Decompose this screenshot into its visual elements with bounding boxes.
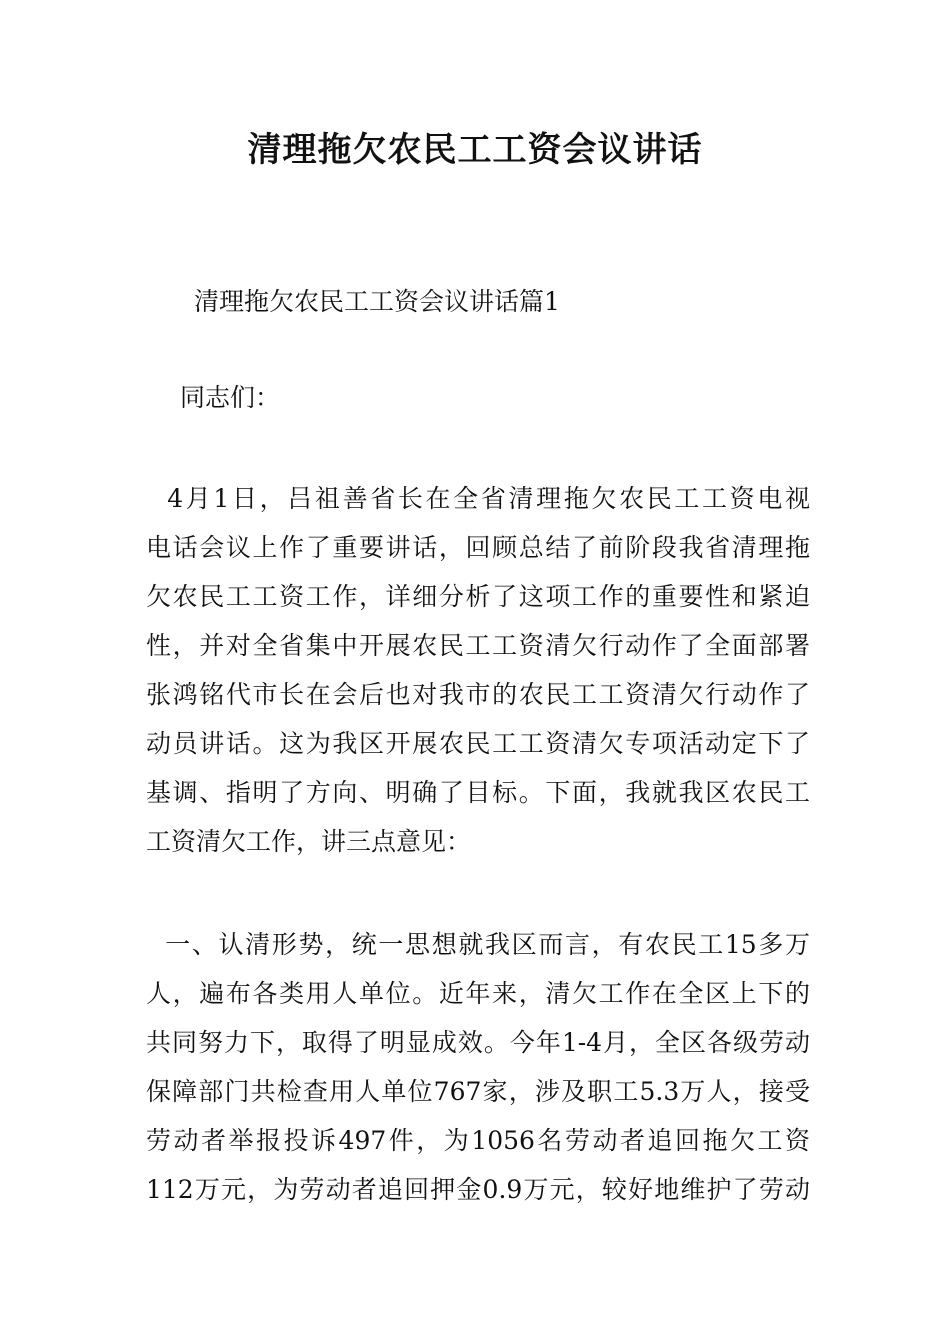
text-line: 张鸿铭代市长在会后也对我市的农民工工资清欠行动作了 <box>146 680 810 709</box>
paragraph-1 <box>146 474 810 866</box>
text-line: 电话会议上作了重要讲话，回顾总结了前阶段我省清理拖 <box>146 533 810 562</box>
section-heading: 清理拖欠农民工工资会议讲话篇1 <box>194 287 560 316</box>
document-title: 清理拖欠农民工工资会议讲话 <box>247 130 703 170</box>
text-line: 共同努力下，取得了明显成效。今年1-4月，全区各级劳动 <box>146 1028 810 1057</box>
text-line: 动员讲话。这为我区开展农民工工资清欠专项活动定下了 <box>146 729 810 758</box>
text-line: 基调、指明了方向、明确了目标。下面，我就我区农民工 <box>146 778 810 807</box>
text-line: 欠农民工工资工作，详细分析了这项工作的重要性和紧迫 <box>146 582 810 611</box>
paragraph-2 <box>146 920 810 1214</box>
text-line: 112万元，为劳动者追回押金0.9万元，较好地维护了劳动 <box>146 1175 810 1204</box>
text-line: 保障部门共检查用人单位767家，涉及职工5.3万人，接受 <box>146 1077 810 1106</box>
text-line: 性，并对全省集中开展农民工工资清欠行动作了全面部署 <box>146 631 810 660</box>
text-line: 一、认清形势，统一思想就我区而言，有农民工15多万 <box>146 930 810 959</box>
text-line: 4月1日，吕祖善省长在全省清理拖欠农民工工资电视 <box>146 484 810 513</box>
salutation: 同志们： <box>180 383 281 412</box>
text-line: 劳动者举报投诉497件，为1056名劳动者追回拖欠工资 <box>146 1126 810 1155</box>
text-line: 工资清欠工作，讲三点意见： <box>146 827 472 856</box>
text-line: 人，遍布各类用人单位。近年来，清欠工作在全区上下的 <box>146 979 810 1008</box>
